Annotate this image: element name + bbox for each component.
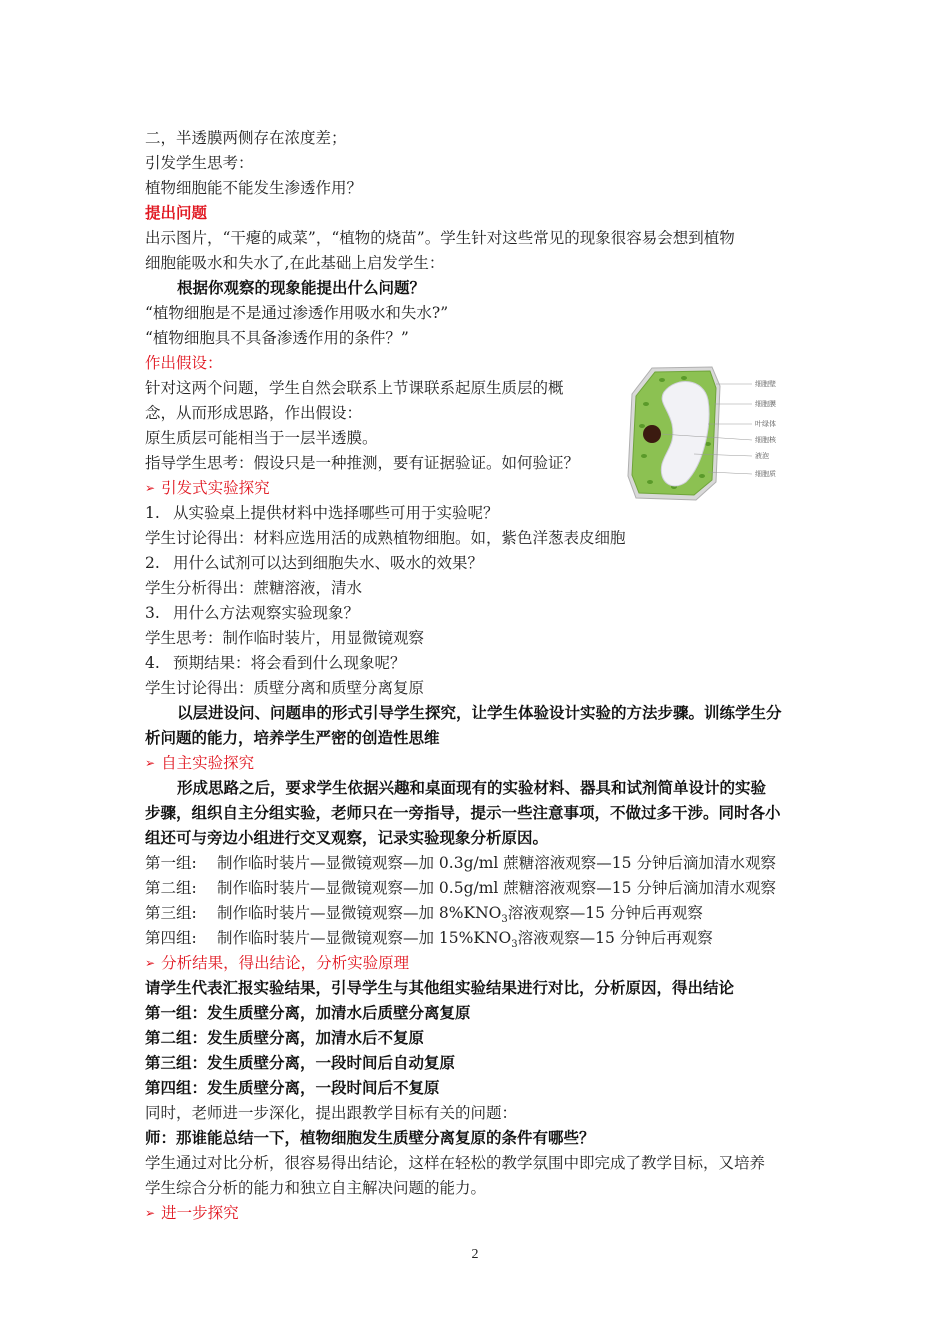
question-line: 根据你观察的现象能提出什么问题？ [177, 278, 426, 297]
question-text: 用什么试剂可以达到细胞失水、吸水的效果？ [173, 554, 484, 572]
numbered-question [145, 653, 406, 673]
procedure-text: 制作临时装片—显微镜观察—加 15%KNO [217, 929, 512, 947]
nucleus [643, 425, 661, 443]
arrow-bullet-icon: ➢ [145, 481, 156, 495]
bold-paragraph-line: 以层进设问、问题串的形式引导学生探究，让学生体验设计实验的方法步骤。训练学生分 [177, 703, 782, 722]
question-text: 用什么方法观察实验现象？ [173, 604, 360, 622]
text-line: 学生思考：制作临时装片，用显微镜观察 [145, 629, 425, 647]
question-text: 从实验桌上提供材料中选择哪些可用于实验呢？ [173, 504, 499, 522]
group-label: 第三组: [145, 904, 197, 922]
text-line: 原生质层可能相当于一层半透膜。 [145, 429, 378, 447]
group-procedure [145, 853, 776, 873]
figure-label: 叶绿体 [755, 420, 776, 428]
result-line: 第四组：发生质壁分离，一段时间后不复原 [145, 1078, 440, 1097]
section-heading-hypothesis: 作出假设： [145, 354, 223, 372]
heading-text: 分析结果，得出结论，分析实验原理 [161, 954, 410, 972]
text-line: 学生讨论得出：质壁分离和质壁分离复原 [145, 679, 425, 697]
bold-text-line: 师：那谁能总结一下，植物细胞发生质壁分离复原的条件有哪些？ [145, 1128, 595, 1147]
text-line: 出示图片，“干瘪的咸菜”，“植物的烧苗”。学生针对这些常见的现象很容易会想到植物 [145, 229, 735, 247]
procedure-text: 溶液观察—15 分钟后再观察 [507, 904, 703, 922]
heading-text: 进一步探究 [161, 1204, 239, 1222]
result-line: 第二组：发生质壁分离，加清水后不复原 [145, 1028, 425, 1047]
bold-paragraph-line: 组还可与旁边小组进行交叉观察，记录实验现象分析原因。 [145, 828, 549, 847]
section-heading-inspire [145, 478, 270, 499]
section-heading-autonomous [145, 753, 254, 774]
arrow-bullet-icon: ➢ [145, 956, 156, 970]
plant-cell-figure [624, 364, 810, 504]
arrow-bullet-icon: ➢ [145, 756, 156, 770]
procedure-text: 溶液观察—15 分钟后再观察 [517, 929, 713, 947]
text-line: “植物细胞是不是通过渗透作用吸水和失水?” [145, 304, 449, 322]
heading-text: 引发式实验探究 [161, 479, 270, 497]
figure-label: 细胞核 [755, 436, 776, 444]
text-line: 细胞能吸水和失水了,在此基础上启发学生： [145, 254, 445, 272]
bold-text-line: 请学生代表汇报实验结果，引导学生与其他组实验结果进行对比，分析原因，得出结论 [145, 978, 735, 997]
text-line: 学生综合分析的能力和独立自主解决问题的能力。 [145, 1179, 487, 1197]
bold-paragraph-line: 形成思路之后，要求学生依据兴趣和桌面现有的实验材料、器具和试剂简单设计的实验 [177, 778, 767, 797]
result-line: 第三组：发生质壁分离，一段时间后自动复原 [145, 1053, 456, 1072]
procedure-text: 制作临时装片—显微镜观察—加 0.5g/ml 蔗糖溶液观察—15 分钟后滴加清水观察 [217, 879, 776, 897]
figure-label: 细胞膜 [755, 400, 776, 408]
result-line: 第一组：发生质壁分离，加清水后质壁分离复原 [145, 1003, 471, 1022]
procedure-text: 制作临时装片—显微镜观察—加 0.3g/ml 蔗糖溶液观察—15 分钟后滴加清水观察 [217, 854, 776, 872]
item-number: 3. [145, 604, 160, 622]
text-line: 学生分析得出：蔗糖溶液，清水 [145, 579, 363, 597]
figure-label: 液泡 [755, 452, 769, 460]
item-number: 1. [145, 504, 160, 522]
subscript: 3 [511, 939, 518, 951]
section-heading-further [145, 1203, 239, 1224]
text-line: 引发学生思考： [145, 154, 254, 172]
group-procedure [145, 878, 776, 898]
text-line: 二，半透膜两侧存在浓度差； [145, 129, 347, 147]
numbered-question [145, 603, 359, 623]
text-line: 植物细胞能不能发生渗透作用？ [145, 179, 363, 197]
bold-paragraph-line: 步骤，组织自主分组实验，老师只在一旁指导，提示一些注意事项，不做过多干涉。同时各小 [145, 803, 781, 822]
section-heading-analysis [145, 953, 409, 974]
group-label: 第四组: [145, 929, 197, 947]
group-procedure [145, 903, 703, 930]
arrow-bullet-icon: ➢ [145, 1206, 156, 1220]
text-line: 同时，老师进一步深化，提出跟教学目标有关的问题： [145, 1104, 518, 1122]
question-text: 预期结果：将会看到什么现象呢？ [173, 654, 406, 672]
text-line: 念，从而形成思路，作出假设： [145, 404, 363, 422]
item-number: 2. [145, 554, 160, 572]
heading-text: 自主实验探究 [161, 754, 255, 772]
figure-label: 细胞质 [755, 470, 776, 478]
text-line: 针对这两个问题，学生自然会联系上节课联系起原生质层的概 [145, 379, 564, 397]
group-label: 第一组: [145, 854, 197, 872]
section-heading-problem: 提出问题 [145, 203, 208, 222]
group-procedure [145, 928, 713, 955]
plant-cell-diagram [624, 364, 810, 504]
numbered-question [145, 503, 499, 523]
procedure-text: 制作临时装片—显微镜观察—加 8%KNO [217, 904, 502, 922]
page-number: 2 [471, 1247, 479, 1262]
bold-paragraph-line: 析问题的能力，培养学生严密的创造性思维 [145, 728, 440, 747]
item-number: 4. [145, 654, 160, 672]
text-line: “植物细胞具不具备渗透作用的条件？” [145, 329, 409, 347]
group-label: 第二组: [145, 879, 197, 897]
text-line: 指导学生思考：假设只是一种推测，要有证据验证。如何验证？ [145, 454, 580, 472]
subscript: 3 [501, 914, 508, 926]
numbered-question [145, 553, 483, 573]
text-line: 学生讨论得出：材料应选用活的成熟植物细胞。如，紫色洋葱表皮细胞 [145, 529, 626, 547]
text-line: 学生通过对比分析，很容易得出结论，这样在轻松的教学氛围中即完成了教学目标，又培养 [145, 1154, 766, 1172]
figure-label: 细胞壁 [755, 380, 776, 388]
